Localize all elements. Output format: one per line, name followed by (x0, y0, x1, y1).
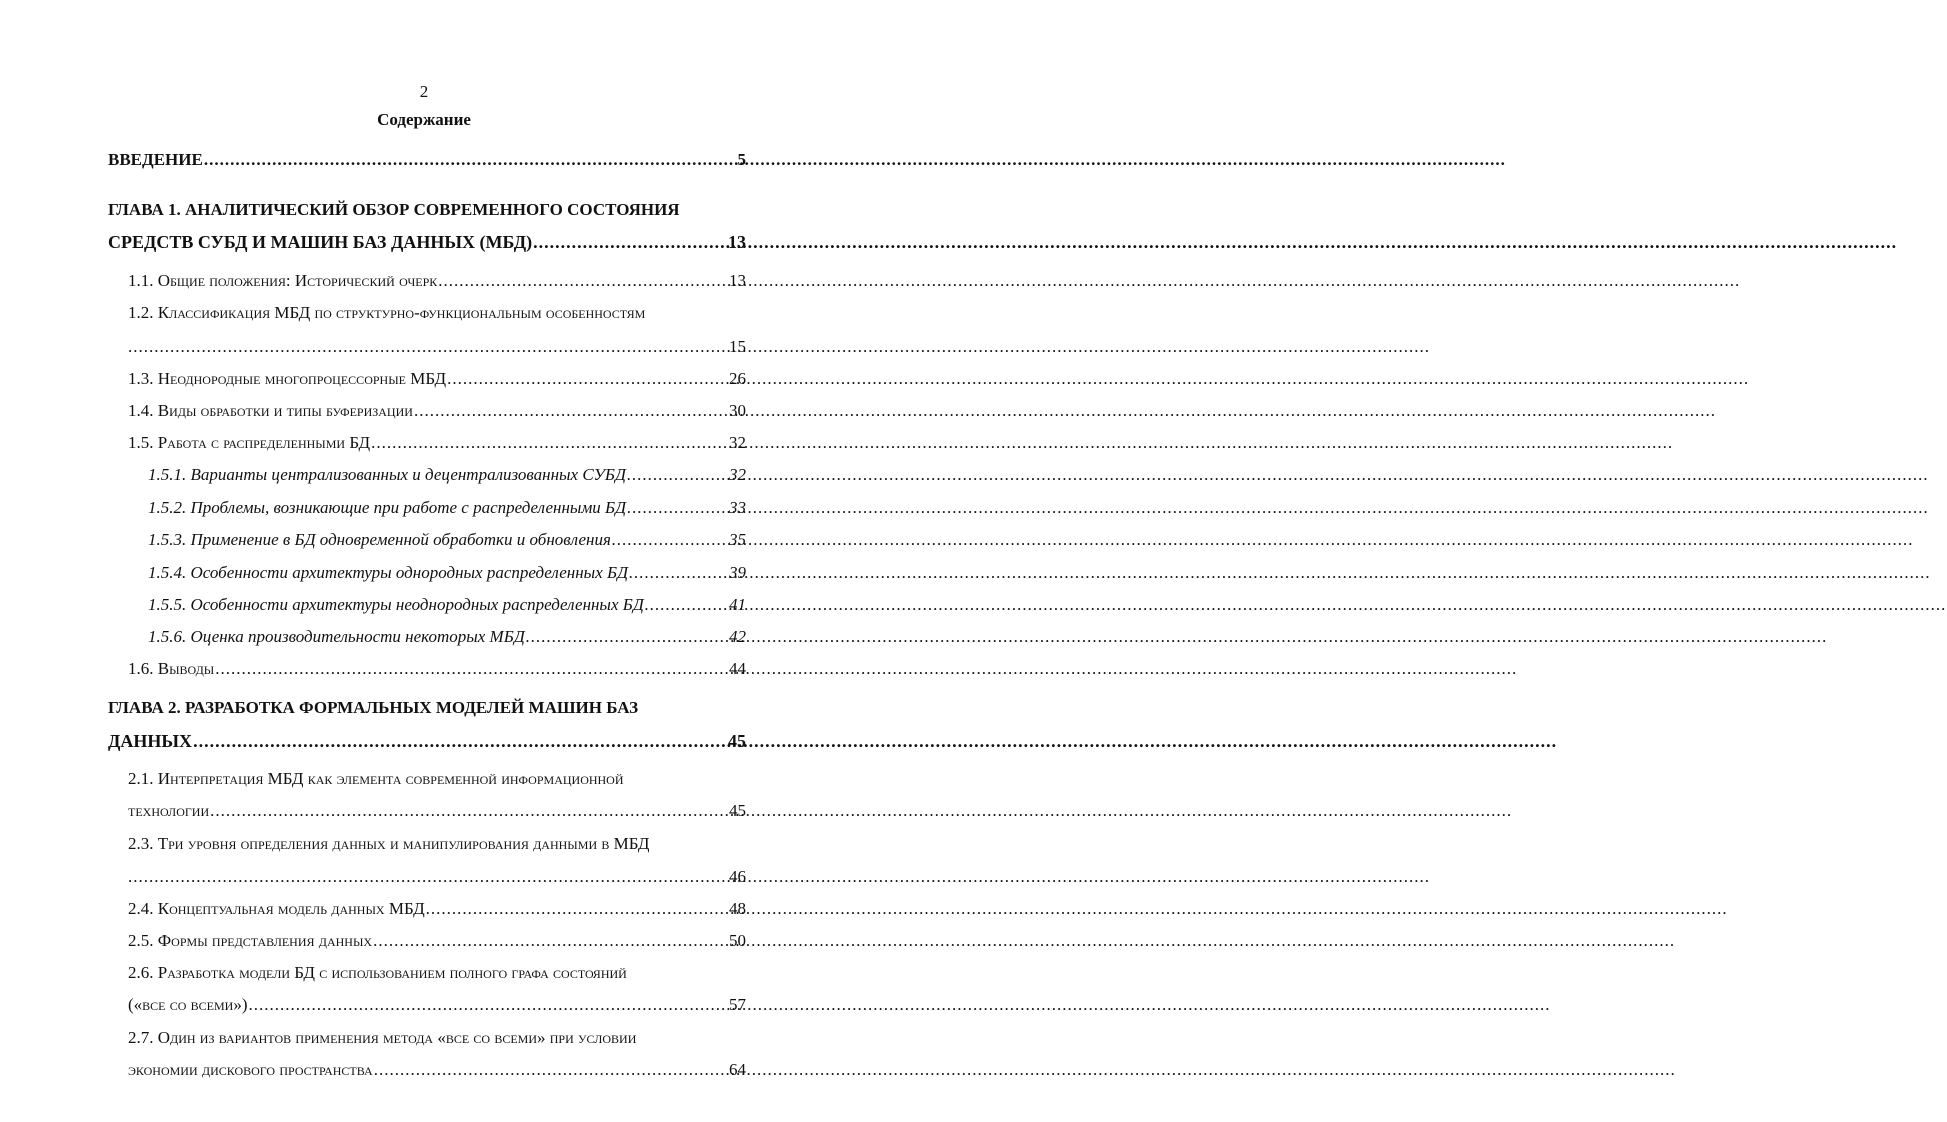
page-number: 2 (419, 82, 429, 101)
toc-entry-page: 48 (729, 899, 746, 918)
dot-leader (533, 231, 727, 253)
toc-entry-2-3[interactable] (128, 866, 746, 888)
toc-entry-page: 26 (729, 369, 746, 388)
dot-leader (627, 464, 728, 486)
toc-entry-page: 32 (729, 433, 746, 452)
dot-leader (210, 800, 728, 822)
toc-entry-label: 1.1. Общие положения: Исторический очерк (128, 271, 438, 290)
toc-entry-1-5-2[interactable] (148, 497, 746, 519)
toc-entry-page: 35 (729, 530, 746, 549)
toc-entry-page: 45 (729, 801, 746, 820)
toc-entry-2-7[interactable] (128, 1059, 746, 1081)
toc-entry-label: 1.4. Виды обработки и типы буферизации (128, 401, 413, 420)
dot-leader (373, 930, 728, 952)
toc-entry-label: технологии (128, 801, 210, 820)
toc-entry-page: 57 (729, 995, 746, 1014)
toc-entry-1-5-1[interactable] (148, 464, 746, 486)
chapter-2-heading-line2: ДАННЫХ (108, 731, 193, 751)
toc-entry-page: 42 (729, 627, 746, 646)
toc-entry-2-3-label[interactable]: 2.3. Три уровня определения данных и манипулирования данными в МБД (128, 834, 650, 853)
toc-entry-1-5-6[interactable] (148, 626, 746, 648)
toc-entry-1-2-label[interactable]: 1.2. Классификация МБД по структурно-функциональным особенностям (128, 303, 646, 322)
toc-entry-label: 1.5.5. Особенности архитектуры неоднородных распределенных БД (148, 595, 644, 614)
toc-entry-1-2[interactable] (128, 336, 746, 358)
dot-leader (414, 400, 728, 422)
dot-leader (447, 368, 728, 390)
toc-entry-page: 33 (729, 498, 746, 517)
toc-entry-1-6[interactable] (128, 658, 746, 680)
dot-leader (612, 529, 728, 551)
chapter-2-heading-line1[interactable]: ГЛАВА 2. РАЗРАБОТКА ФОРМАЛЬНЫХ МОДЕЛЕЙ МАШИН БАЗ (108, 698, 639, 717)
toc-entry-chapter-1[interactable] (108, 231, 746, 253)
toc-entry-label: ВВЕДЕНИЕ (108, 150, 203, 169)
toc-entry-2-6-label-line1[interactable]: 2.6. Разработка модели БД с использованием полного графа состояний (128, 963, 627, 982)
dot-leader (128, 866, 728, 888)
toc-entry-page: 13 (728, 232, 746, 252)
toc-entry-1-5-5[interactable] (148, 594, 746, 616)
dot-leader (371, 432, 728, 454)
dot-leader (526, 626, 728, 648)
chapter-1-heading-line1[interactable]: ГЛАВА 1. АНАЛИТИЧЕСКИЙ ОБЗОР СОВРЕМЕННОГО СОСТОЯНИЯ (108, 200, 680, 219)
toc-entry-page: 13 (729, 271, 746, 290)
toc-entry-label: 1.5.6. Оценка производительности некоторых МБД (148, 627, 525, 646)
toc-entry-page: 44 (729, 659, 746, 678)
toc-entry-label: 1.6. Выводы (128, 659, 215, 678)
dot-leader (249, 994, 728, 1016)
toc-entry-label: 2.5. Формы представления данных (128, 931, 373, 950)
toc-entry-page: 50 (729, 931, 746, 950)
toc-entry-2-1-label-line1[interactable]: 2.1. Интерпретация МБД как элемента современной информационной (128, 769, 624, 788)
toc-entry-label: 2.4. Концептуальная модель данных МБД (128, 899, 425, 918)
toc-entry-page: 64 (729, 1060, 746, 1079)
toc-entry-1-1[interactable] (128, 270, 746, 292)
page-title: Содержание (377, 110, 471, 129)
toc-entry-page: 32 (729, 465, 746, 484)
document-page (0, 0, 793, 1122)
toc-entry-2-6[interactable] (128, 994, 746, 1016)
toc-entry-label: 1.5.1. Варианты централизованных и децентрализованных СУБД (148, 465, 626, 484)
dot-leader (645, 594, 728, 616)
toc-entry-label: 1.3. Неоднородные многопроцессорные МБД (128, 369, 447, 388)
toc-entry-page: 46 (729, 867, 746, 886)
dot-leader (629, 562, 728, 584)
toc-entry-2-1[interactable] (128, 800, 746, 822)
toc-entry-2-7-label-line1[interactable]: 2.7. Один из вариантов применения метода «все со всеми» при условии (128, 1028, 637, 1047)
toc-entry-1-5-3[interactable] (148, 529, 746, 551)
toc-entry-page: 5 (737, 150, 746, 169)
toc-entry-page: 45 (728, 731, 746, 751)
dot-leader (627, 497, 728, 519)
dot-leader (193, 730, 727, 752)
toc-entry-page: 15 (729, 337, 746, 356)
toc-entry-2-5[interactable] (128, 930, 746, 952)
toc-entry-intro[interactable] (108, 149, 746, 171)
toc-entry-page: 30 (729, 401, 746, 420)
dot-leader (426, 898, 728, 920)
toc-entry-2-4[interactable] (128, 898, 746, 920)
toc-entry-label: 1.5.3. Применение в БД одновременной обработки и обновления (148, 530, 611, 549)
dot-leader (374, 1059, 728, 1081)
toc-entry-label: экономии дискового пространства (128, 1060, 373, 1079)
toc-entry-1-3[interactable] (128, 368, 746, 390)
dot-leader (438, 270, 728, 292)
dot-leader (128, 336, 728, 358)
toc-entry-page: 39 (729, 563, 746, 582)
toc-entry-label: 1.5.4. Особенности архитектуры однородных распределенных БД (148, 563, 629, 582)
toc-entry-chapter-2[interactable] (108, 730, 746, 752)
toc-entry-label: («все со всеми») (128, 995, 248, 1014)
toc-entry-1-5-4[interactable] (148, 562, 746, 584)
chapter-1-heading-line2: СРЕДСТВ СУБД И МАШИН БАЗ ДАННЫХ (МБД) (108, 232, 533, 252)
toc-entry-1-4[interactable] (128, 400, 746, 422)
dot-leader (204, 149, 737, 171)
toc-entry-label: 1.5. Работа с распределенными БД (128, 433, 371, 452)
toc-entry-label: 1.5.2. Проблемы, возникающие при работе с распределенными БД (148, 498, 627, 517)
toc-entry-1-5[interactable] (128, 432, 746, 454)
toc-entry-page: 41 (729, 595, 746, 614)
dot-leader (215, 658, 728, 680)
